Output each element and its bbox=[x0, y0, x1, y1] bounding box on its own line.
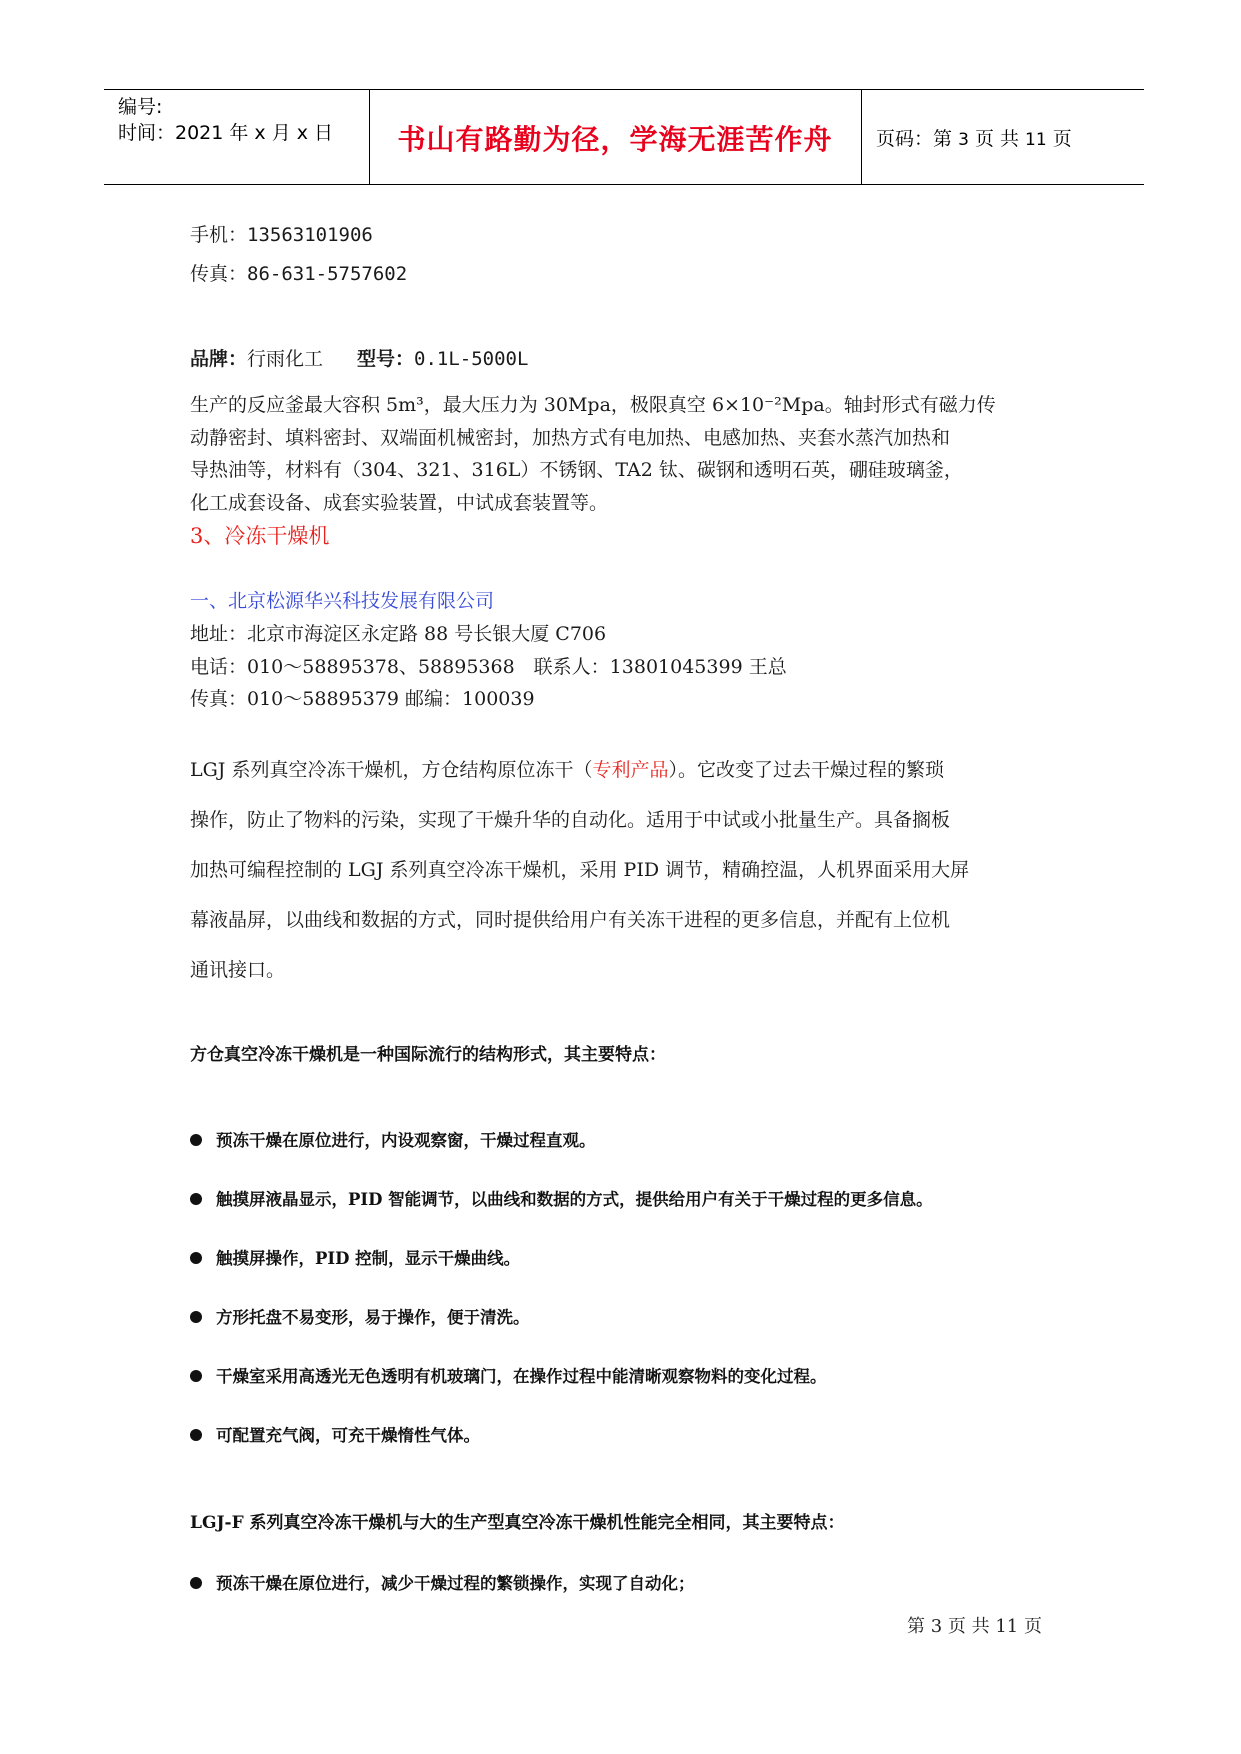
list-item: 可配置充气阀，可充干燥惰性气体。 bbox=[190, 1422, 480, 1446]
bullet-icon bbox=[190, 1577, 202, 1589]
list-item: 触摸屏液晶显示，PID 智能调节，以曲线和数据的方式，提供给用户有关于干燥过程的更多信息。 bbox=[190, 1186, 933, 1210]
serial-label: 编号: bbox=[118, 96, 163, 118]
fax-line: 传真：86-631-5757602 bbox=[190, 263, 408, 285]
list-item: 方形托盘不易变形，易于操作，便于清洗。 bbox=[190, 1304, 530, 1328]
product-desc-line: 化工成套设备、成套实验装置，中试成套装置等。 bbox=[190, 492, 609, 514]
bullet-icon bbox=[190, 1429, 202, 1441]
company-phone: 电话：010～58895378、58895368 联系人：13801045399 王总 bbox=[190, 656, 787, 678]
intro-line: 幕液晶屏，以曲线和数据的方式，同时提供给用户有关冻干进程的更多信息，并配有上位机 bbox=[190, 909, 951, 931]
features-title: LGJ-F 系列真空冷冻干燥机与大的生产型真空冷冻干燥机性能完全相同，其主要特点： bbox=[190, 1513, 845, 1533]
intro-line: 加热可编程控制的 LGJ 系列真空冷冻干燥机，采用 PID 调节，精确控温，人机界面采用大屏 bbox=[190, 859, 970, 881]
intro-line: 操作，防止了物料的污染，实现了干燥升华的自动化。适用于中试或小批量生产。具备搁板 bbox=[190, 809, 951, 831]
brand-model-line bbox=[190, 344, 528, 371]
bullet-icon bbox=[190, 1193, 202, 1205]
company-address: 地址：北京市海淀区永定路 88 号长银大厦 C706 bbox=[190, 623, 607, 645]
page-header bbox=[104, 89, 1144, 185]
list-item: 干燥室采用高透光无色透明有机玻璃门，在操作过程中能清晰观察物料的变化过程。 bbox=[190, 1363, 827, 1387]
list-item: 触摸屏操作，PID 控制，显示干燥曲线。 bbox=[190, 1245, 520, 1269]
company-name: 一、北京松源华兴科技发展有限公司 bbox=[190, 590, 495, 612]
bullet-icon bbox=[190, 1134, 202, 1146]
company-fax: 传真：010～58895379 邮编：100039 bbox=[190, 688, 535, 710]
patent-highlight: 专利产品 bbox=[592, 759, 669, 781]
header-page-number: 页码：第 3 页 共 11 页 bbox=[876, 128, 1072, 150]
list-item: 预冻干燥在原位进行，内设观察窗，干燥过程直观。 bbox=[190, 1127, 596, 1151]
page-footer: 第 3 页 共 11 页 bbox=[907, 1616, 1042, 1637]
intro-line: LGJ 系列真空冷冻干燥机，方仓结构原位冻干（专利产品）。它改变了过去干燥过程的繁琐 bbox=[190, 759, 944, 781]
features-title: 方仓真空冷冻干燥机是一种国际流行的结构形式，其主要特点： bbox=[190, 1045, 666, 1065]
bullet-icon bbox=[190, 1311, 202, 1323]
product-desc-line: 生产的反应釜最大容积 5m³，最大压力为 30Mpa，极限真空 6×10⁻²Mpa。轴封形式有磁力传 bbox=[190, 394, 996, 416]
mobile-line: 手机：13563101906 bbox=[190, 224, 373, 246]
section-title: 3、冷冻干燥机 bbox=[190, 524, 330, 548]
header-divider bbox=[861, 90, 862, 184]
header-meta bbox=[118, 94, 333, 146]
list-item: 预冻干燥在原位进行，减少干燥过程的繁锁操作，实现了自动化； bbox=[190, 1570, 695, 1594]
product-desc-line: 导热油等，材料有（304、321、316L）不锈钢、TA2 钛、碳钢和透明石英，硼硅玻璃釜， bbox=[190, 459, 963, 481]
header-motto: 书山有路勤为径，学海无涯苦作舟 bbox=[397, 123, 833, 156]
bullet-icon bbox=[190, 1370, 202, 1382]
model-label: 型号： bbox=[357, 348, 415, 370]
brand-value: 行雨化工 bbox=[247, 348, 324, 370]
time-label: 时间：2021 年 x 月 x 日 bbox=[118, 122, 334, 144]
intro-line: 通讯接口。 bbox=[190, 959, 286, 981]
product-desc-line: 动静密封、填料密封、双端面机械密封，加热方式有电加热、电感加热、夹套水蒸汽加热和 bbox=[190, 427, 951, 449]
brand-label: 品牌： bbox=[190, 348, 248, 370]
bullet-icon bbox=[190, 1252, 202, 1264]
model-value: 0.1L-5000L bbox=[414, 348, 529, 370]
